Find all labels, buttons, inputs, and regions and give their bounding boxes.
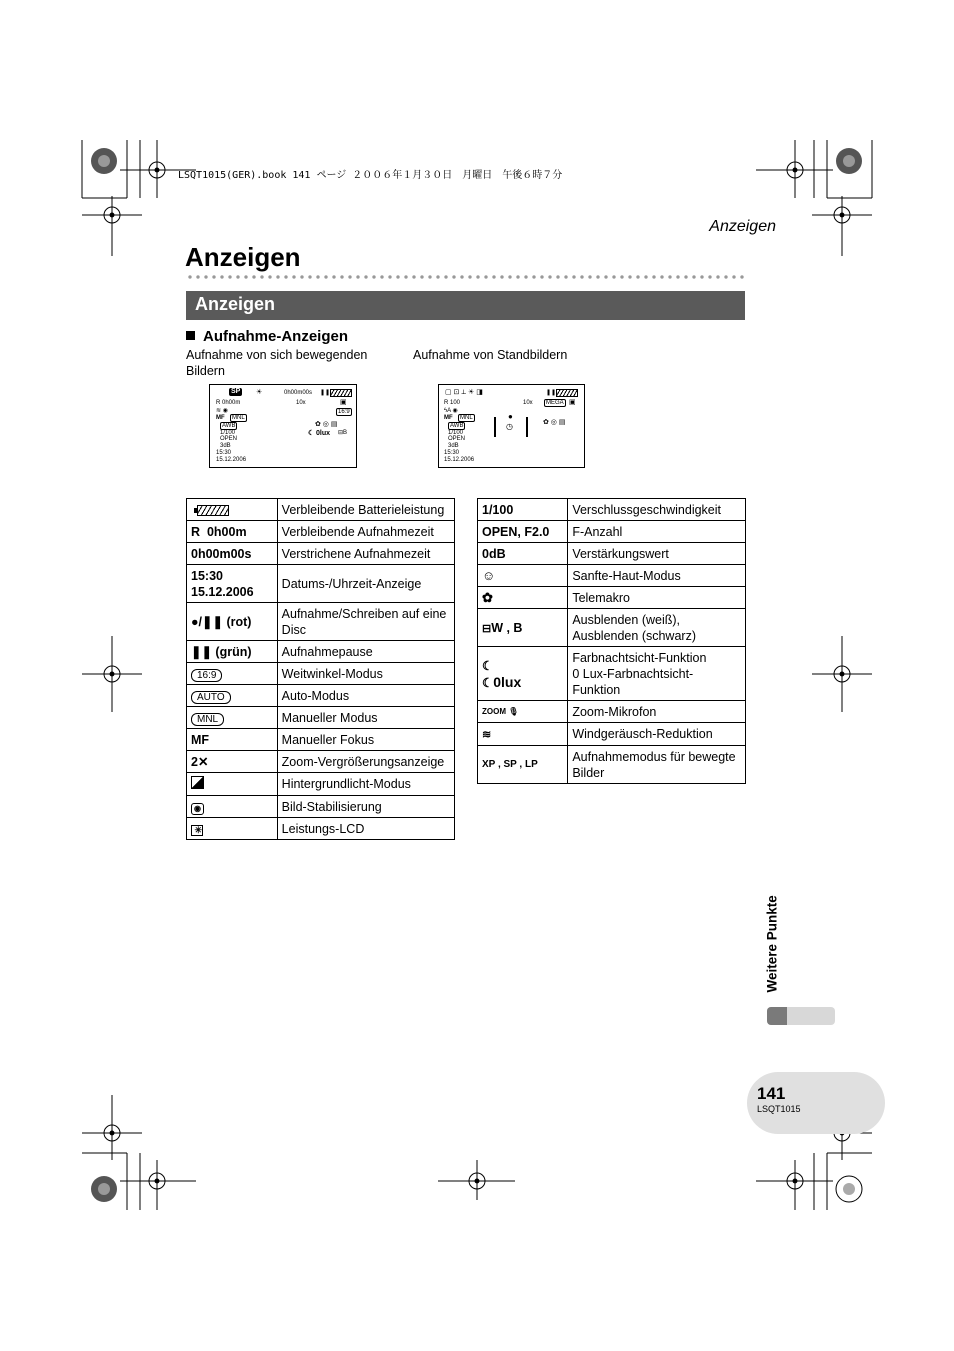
record-mode-icons: XP , SP , LP — [478, 746, 568, 784]
awb-badge: AWB — [450, 423, 464, 429]
backlight-icon — [191, 776, 204, 789]
sp-mode-badge: SP — [231, 388, 241, 395]
pause-icon: ❚❚ — [320, 390, 331, 396]
shutter-speed: 1/100 — [220, 430, 236, 436]
movie-screen-illustration — [209, 384, 357, 468]
lux-indicator: 0lux — [316, 430, 331, 437]
section-title: Anzeigen — [195, 294, 276, 314]
table-row: ☾ ☾0lux Farbnachtsicht-Funktion 0 Lux-Farbnachtsicht-Funktion — [478, 647, 746, 701]
page-code: LSQT1015 — [757, 1104, 801, 1114]
file-info-header: LSQT1015(GER).book 141 ページ ２００６年１月３０日 月曜日 午後６時７分 — [178, 170, 563, 181]
mnl-badge: MNL — [232, 415, 245, 421]
telemacro-icon: ✿ ◎ ▤ — [543, 419, 566, 426]
table-row: ⊟W , B Ausblenden (weiß), Ausblenden (schwarz) — [478, 609, 746, 647]
battery-icon — [330, 389, 352, 397]
table-row: ☺ Sanfte-Haut-Modus — [478, 565, 746, 587]
iris-value: OPEN — [448, 436, 466, 442]
stabilizer-icon: ▣ — [569, 399, 576, 406]
remaining-time: R 0h00m — [216, 400, 241, 406]
wide-badge: 16:9 — [338, 409, 350, 415]
clock-time: 15:30 — [444, 450, 460, 456]
power-lcd-icon: ✳ — [192, 825, 203, 835]
section-header-bar — [186, 291, 745, 320]
telemacro-icon: ✿ ◎ ▤ — [315, 421, 338, 428]
stabilizer-icon: ▣ — [340, 399, 347, 406]
running-title: Anzeigen — [709, 218, 776, 235]
wind-noise-icon: ≋ — [482, 729, 492, 741]
fade-icon: ⊟ — [482, 622, 492, 635]
table-row: ✿ Telemakro — [478, 587, 746, 609]
mf-indicator: MF — [444, 415, 453, 421]
self-timer-icon: ◷ — [506, 422, 513, 431]
fade-icon: ⊟B — [338, 430, 348, 436]
soft-skin-icon: ☺ — [482, 568, 496, 583]
zoom-readout: 10x — [296, 400, 306, 406]
clock-time: 15:30 — [216, 450, 232, 456]
flash-icon: ϟA ◉ — [444, 408, 458, 414]
dotted-divider — [186, 274, 746, 280]
table-row: 16:9 Weitwinkel-Modus — [187, 663, 455, 685]
elapsed-time: 0h00m00s — [284, 390, 313, 396]
clock-date: 15.12.2006 — [216, 457, 247, 463]
table-row: ◉ Bild-Stabilisierung — [187, 796, 455, 818]
zoom-readout: 10x — [523, 400, 533, 406]
table-row: ✳ Leistungs-LCD — [187, 818, 455, 840]
square-bullet-icon — [186, 331, 195, 340]
mnl-badge: MNL — [191, 713, 224, 726]
table-row: ZOOM 🎙 Zoom-Mikrofon — [478, 701, 746, 723]
table-row: R 0h00m Verbleibende Aufnahmezeit — [187, 521, 455, 543]
remaining-shots: R 100 — [444, 400, 461, 406]
table-row: MNL Manueller Modus — [187, 707, 455, 729]
auto-badge: AUTO — [191, 691, 231, 704]
shutter-speed: 1/100 — [448, 430, 464, 436]
zero-lux-icon: ☾ — [482, 675, 494, 690]
table-row: Hintergrundlicht-Modus — [187, 773, 455, 796]
table-row: 2✕ Zoom-Vergrößerungsanzeige — [187, 751, 455, 773]
table-row: XP , SP , LP Aufnahmemodus für bewegte Bilder — [478, 746, 746, 784]
gain-value: 3dB — [448, 443, 459, 449]
table-row: Verbleibende Batterieleistung — [187, 499, 455, 521]
mnl-badge: MNL — [460, 415, 473, 421]
left-indicator-table — [186, 498, 455, 840]
mega-badge: MEGA — [546, 400, 564, 406]
table-row: 1/100 Verschlussgeschwindigkeit — [478, 499, 746, 521]
awb-badge: AWB — [222, 423, 236, 429]
table-row: 0h00m00s Verstrichene Aufnahmezeit — [187, 543, 455, 565]
mf-indicator: MF — [216, 415, 225, 421]
focus-dot-icon: ● — [508, 412, 513, 421]
table-row: 0dB Verstärkungswert — [478, 543, 746, 565]
battery-icon — [556, 389, 578, 397]
microphone-icon: 🎙 — [508, 707, 519, 716]
iris-value: OPEN — [220, 436, 238, 442]
wide-badge: 16:9 — [191, 669, 222, 682]
table-row: ❚❚ (grün) Aufnahmepause — [187, 641, 455, 663]
caption-still: Aufnahme von Standbildern — [413, 348, 568, 362]
backlight-icon: ☀ — [256, 389, 263, 396]
caption-movie: Aufnahme von sich bewegenden Bildern — [186, 348, 368, 378]
sidebar-label: Weitere Punkte — [764, 895, 780, 993]
card-icon: ▢ ⊡ ⟂ ☀ ◨ — [445, 389, 483, 396]
table-row: OPEN, F2.0 F-Anzahl — [478, 521, 746, 543]
color-night-icon: ☾ — [308, 430, 315, 437]
table-row: ●/❚❚ (rot) Aufnahme/Schreiben auf eine Disc — [187, 603, 455, 641]
table-row: 15:30 15.12.2006 Datums-/Uhrzeit-Anzeige — [187, 565, 455, 603]
table-row: ≋ Windgeräusch-Reduktion — [478, 723, 746, 746]
gain-value: 3dB — [220, 443, 231, 449]
page-number: 141 — [757, 1084, 786, 1103]
stabilizer-icon: ◉ — [191, 803, 204, 815]
page-title: Anzeigen — [185, 242, 301, 272]
battery-icon — [197, 505, 229, 516]
chapter-tab-indicator — [767, 1007, 835, 1025]
table-row: MF Manueller Fokus — [187, 729, 455, 751]
pause-icon: ❚❚ — [546, 390, 557, 396]
subsection-title: Aufnahme-Anzeigen — [186, 328, 348, 345]
table-row: AUTO Auto-Modus — [187, 685, 455, 707]
wind-icon: ≋ ◉ — [216, 408, 228, 414]
color-night-icon: ☾ — [482, 658, 494, 673]
telemacro-icon: ✿ — [482, 590, 493, 605]
still-screen-illustration — [438, 384, 585, 468]
right-indicator-table — [477, 498, 746, 784]
clock-date: 15.12.2006 — [444, 457, 475, 463]
